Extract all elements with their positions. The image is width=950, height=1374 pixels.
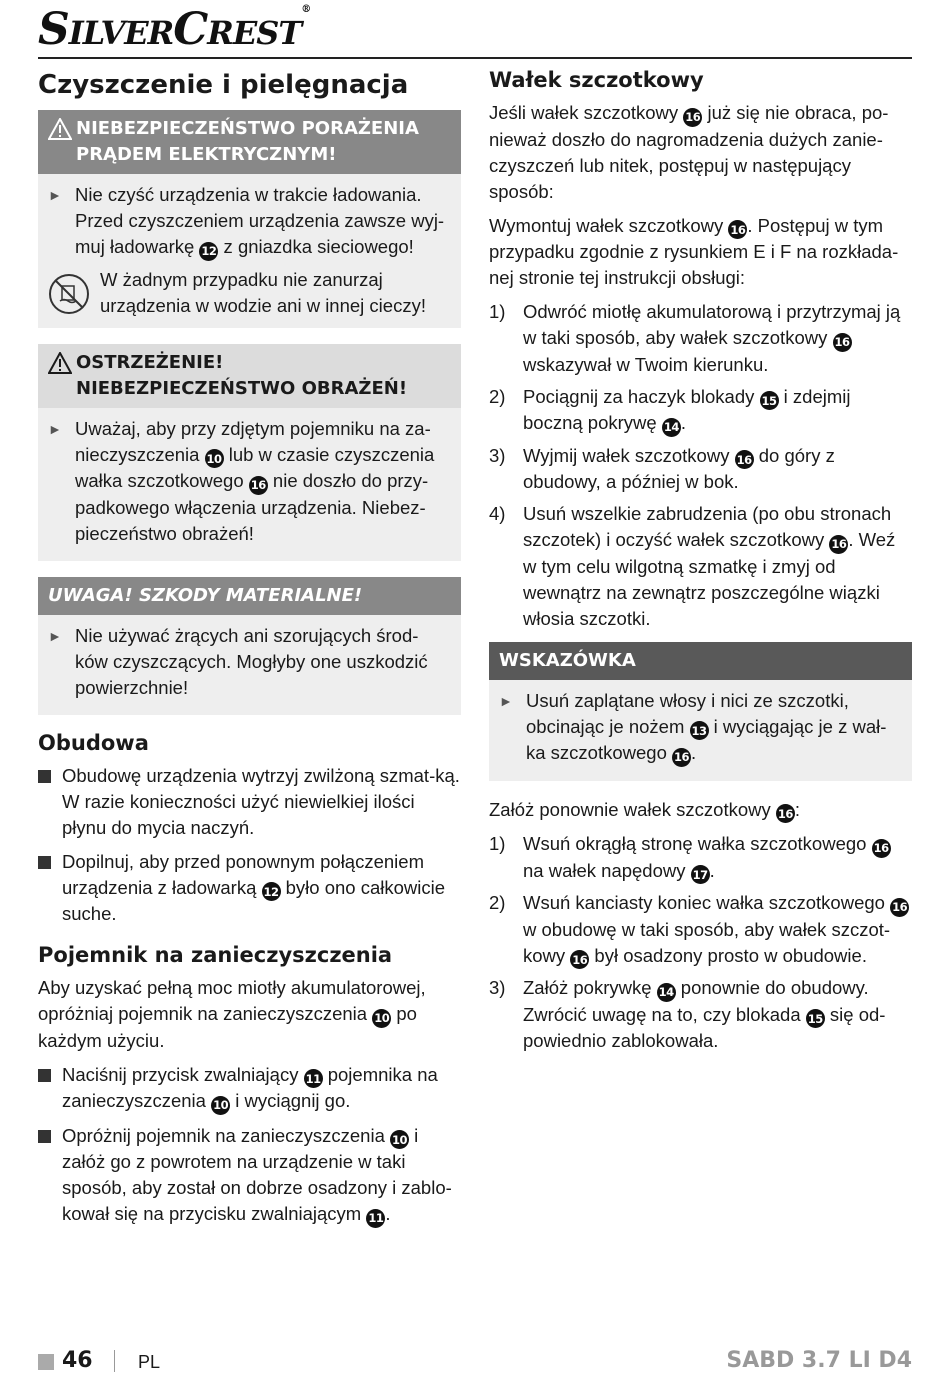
part-number-badge: 16 <box>728 220 747 239</box>
square-bullet-icon <box>38 1062 62 1115</box>
numbered-step: 4) Usuń wszelkie zabrudzenia (po obu stronach szczotek) i oczyść wałek szczotkowy 16 . Weź w tym celu wilgotną szmatkę i zmyj od wewnątrz na zewnątrz poszczególne wiązki włosia szczotki. <box>489 503 896 629</box>
list-item: ► Usuń zaplątane włosy i nici ze szczotki, obcinając je nożem 13 i wyciągając je z wał-ka szczotkowego 16 . <box>499 688 902 767</box>
warning-triangle-icon <box>48 116 76 168</box>
list-item: ► Nie czyść urządzenia w trakcie ładowania. Przed czyszczeniem urządzenia zawsze wyj-muj ładowarkę 12 z gniazdka sieciowego! <box>48 182 451 261</box>
header-divider <box>38 57 912 59</box>
warning-box-material <box>38 577 461 715</box>
part-number-badge: 16 <box>890 898 909 917</box>
left-column <box>38 62 461 1236</box>
numbered-step: 3) Załóż pokrywkę 14 ponownie do obudowy. Zwrócić uwagę na to, czy blokada 15 się od-powiednio zablokowała. <box>489 977 886 1051</box>
part-number-badge: 15 <box>760 391 779 410</box>
warning-header: OSTRZEŻENIE! NIEBEZPIECZEŃSTWO OBRAŻEŃ! <box>38 344 461 408</box>
part-number-badge: 13 <box>690 721 709 740</box>
language-code: PL <box>138 1352 161 1372</box>
brand-logo: SILVERCREST® <box>38 4 311 55</box>
part-number-badge: 16 <box>249 476 268 495</box>
section-title-obudowa: Obudowa <box>38 730 149 755</box>
square-bullet-icon <box>38 849 62 928</box>
part-number-badge: 10 <box>372 1009 391 1028</box>
list-item: ► Nie używać żrących ani szorujących środ-ków czyszczących. Mogłyby one uszkodzić powierzchnie! <box>48 623 451 701</box>
warning-box-electric <box>38 110 461 328</box>
part-number-badge: 11 <box>366 1209 385 1228</box>
page-title: Czyszczenie i pielęgnacja <box>38 70 409 100</box>
part-number-badge: 16 <box>829 535 848 554</box>
arrow-bullet-icon: ► <box>48 187 62 203</box>
arrow-bullet-icon: ► <box>48 420 62 437</box>
part-number-badge: 16 <box>833 333 852 352</box>
list-item: W żadnym przypadku nie zanurzaj urządzenia w wodzie ani w innej cieczy! <box>48 267 451 320</box>
part-number-badge: 10 <box>205 449 224 468</box>
square-bullet-icon <box>38 763 62 841</box>
part-number-badge: 10 <box>390 1130 409 1149</box>
page-footer <box>38 1346 912 1374</box>
part-number-badge: 17 <box>691 865 710 884</box>
part-number-badge: 16 <box>570 950 589 969</box>
part-number-badge: 12 <box>262 882 281 901</box>
list-item: Naciśnij przycisk zwalniający 11 pojemnika na zanieczyszczenia 10 i wyciągnij go. <box>38 1062 461 1115</box>
list-item: Obudowę urządzenia wytrzyj zwilżoną szmat-ką. W razie konieczności użyć niewielkiej ilości płynu do mycia naczyń. <box>38 763 461 841</box>
page-number: 46 <box>62 1348 93 1373</box>
numbered-step: 3) Wyjmij wałek szczotkowy 16 do góry z obudowy, a później w bok. <box>489 444 835 492</box>
list-item: ► Uważaj, aby przy zdjętym pojemniku na za-nieczyszczenia 10 lub w czasie czyszczenia wałka szczotkowego 16 nie doszło do przy-padkowego włączenia urządzenia. Niebez-pieczeństwo obrażeń! <box>48 416 451 547</box>
list-item: Opróżnij pojemnik na zanieczyszczenia 10 i załóż go z powrotem na urządzenie w taki sposób, aby został on dobrze osadzony i zablo-kował się na przycisku zwalniającym 11 . <box>38 1123 461 1228</box>
numbered-step: 2) Wsuń kanciasty koniec wałka szczotkowego 16 w obudowę w taki sposób, aby wałek szczot-kowy 16 był osadzony prosto w obudowie. <box>489 890 912 969</box>
warning-header: NIEBEZPIECZEŃSTWO PORAŻENIA PRĄDEM ELEKTRYCZNYM! <box>38 110 461 174</box>
part-number-badge: 11 <box>304 1069 323 1088</box>
warning-triangle-icon <box>48 350 76 402</box>
model-number: SABD 3.7 LI D4 <box>726 1348 912 1373</box>
hint-box <box>489 642 912 781</box>
no-immersion-icon <box>48 267 100 320</box>
part-number-badge: 14 <box>657 983 676 1002</box>
paragraph: Aby uzyskać pełną moc miotły akumulatorowej, opróżniaj pojemnik na zanieczyszczenia 10 po każdym użyciu. <box>38 977 426 1051</box>
arrow-bullet-icon: ► <box>499 692 513 709</box>
part-number-badge: 16 <box>776 804 795 823</box>
part-number-badge: 16 <box>872 839 891 858</box>
section-title-walek: Wałek szczotkowy <box>489 68 704 92</box>
numbered-step: 1) Odwróć miotłę akumulatorową i przytrzymaj ją w taki sposób, aby wałek szczotkowy 16 wskazywał w Twoim kierunku. <box>489 301 901 375</box>
arrow-bullet-icon: ► <box>48 627 62 644</box>
part-number-badge: 12 <box>199 242 218 261</box>
section-title-pojemnik: Pojemnik na zanieczyszczenia <box>38 943 393 967</box>
numbered-step: 2) Pociągnij za haczyk blokady 15 i zdejmij boczną pokrywę 14 . <box>489 384 912 437</box>
paragraph: Wymontuj wałek szczotkowy 16 . Postępuj w tym przypadku zgodnie z rysunkiem E i F na rozkłada-nej stronie tej instrukcji obsługi: <box>489 214 899 288</box>
paragraph: Załóż ponownie wałek szczotkowy 16 : <box>489 797 912 824</box>
warning-box-injury <box>38 344 461 561</box>
part-number-badge: 16 <box>735 450 754 469</box>
part-number-badge: 16 <box>672 748 691 767</box>
part-number-badge: 10 <box>211 1096 230 1115</box>
warning-header: UWAGA! SZKODY MATERIALNE! <box>38 577 461 615</box>
right-column <box>489 62 912 1060</box>
paragraph: Jeśli wałek szczotkowy 16 już się nie obraca, po-nieważ doszło do nagromadzenia dużych zanie-czyszczeń lub nitek, postępuj w następujący sposób: <box>489 102 889 202</box>
hint-header: WSKAZÓWKA <box>489 642 912 680</box>
part-number-badge: 15 <box>806 1009 825 1028</box>
square-bullet-icon <box>38 1123 62 1228</box>
footer-divider <box>114 1350 115 1372</box>
part-number-badge: 16 <box>683 108 702 127</box>
numbered-step: 1) Wsuń okrągłą stronę wałka szczotkowego 16 na wałek napędowy 17 . <box>489 831 912 884</box>
footer-square-icon <box>38 1354 54 1370</box>
part-number-badge: 14 <box>662 418 681 437</box>
list-item: Dopilnuj, aby przed ponownym połączeniem urządzenia z ładowarką 12 było ono całkowicie suche. <box>38 849 461 928</box>
